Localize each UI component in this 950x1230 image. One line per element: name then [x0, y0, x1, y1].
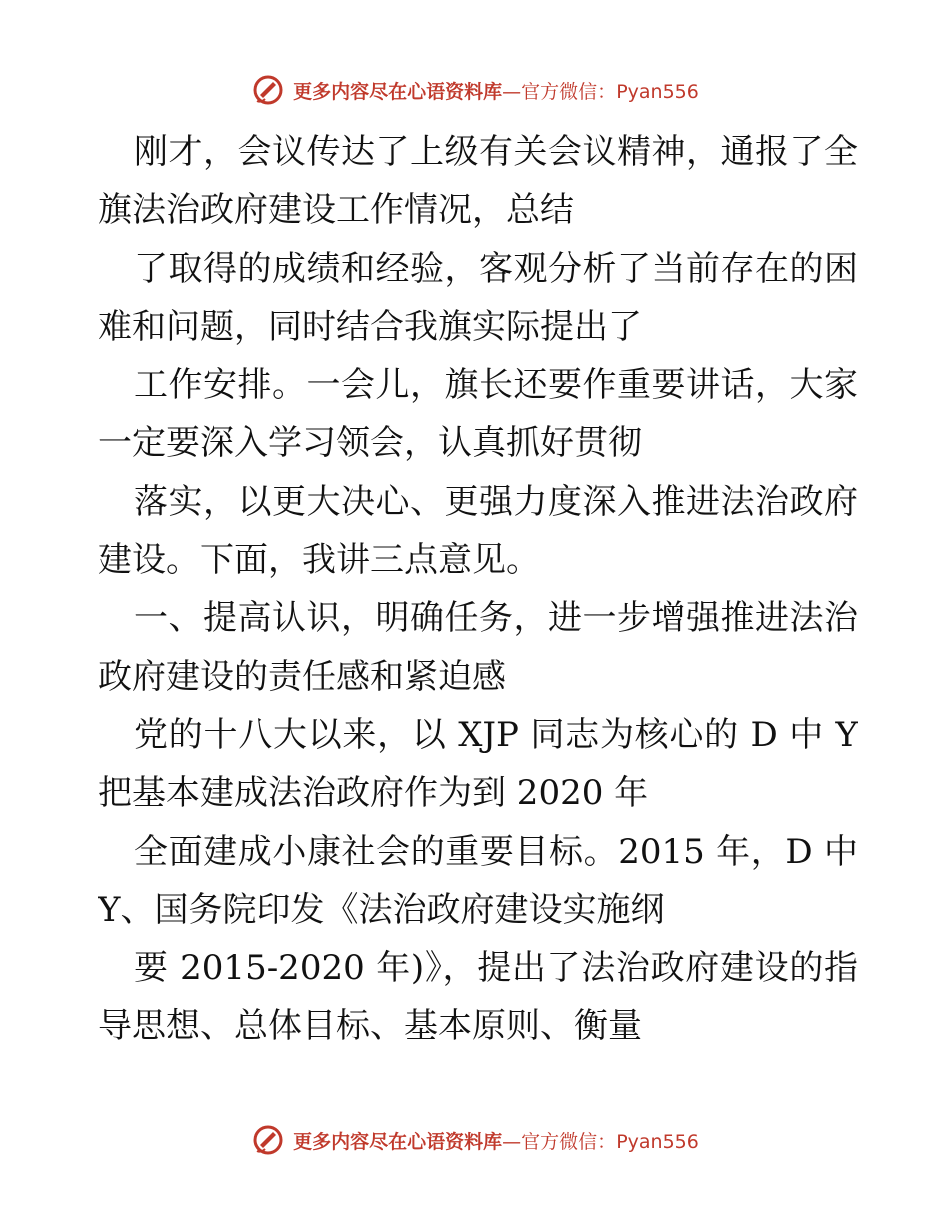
text-line: Y、国务院印发《法治政府建设实施纲	[98, 889, 665, 930]
text-line: 刚才，会议传达了上级有关会议精神，通报了全	[134, 132, 858, 172]
text-line: 全面建成小康社会的重要目标。2015 年，D 中	[134, 831, 858, 872]
text-line: 落实，以更大决心、更强力度深入推进法治政府	[134, 481, 858, 522]
text-line: 难和问题，同时结合我旗实际提出了	[98, 306, 642, 347]
text-line: 旗法治政府建设工作情况，总结	[98, 190, 574, 231]
watermark-account: Pyan556	[616, 1130, 699, 1153]
text-line: 了取得的成绩和经验，客观分析了当前存在的困	[134, 248, 858, 289]
watermark-text	[293, 77, 699, 104]
text-line: 一定要深入学习领会，认真抓好贯彻	[98, 423, 642, 464]
watermark-dash: —	[502, 1130, 522, 1153]
header-watermark-banner	[0, 70, 950, 110]
watermark-wechat-label: 官方微信：	[521, 1130, 617, 1153]
footer-watermark-banner	[0, 1120, 950, 1160]
pen-swirl-logo-icon	[251, 73, 285, 107]
watermark-dash: —	[502, 80, 522, 103]
watermark-site-name: 更多内容尽在心语资料库	[293, 1130, 503, 1153]
text-line: 建设。下面，我讲三点意见。	[98, 540, 540, 581]
watermark-wechat-label: 官方微信：	[521, 80, 617, 103]
document-body	[98, 123, 858, 1056]
text-line: 把基本建成法治政府作为到 2020 年	[98, 773, 649, 814]
watermark-account: Pyan556	[616, 80, 699, 103]
text-line: 党的十八大以来，以 XJP 同志为核心的 D 中 Y	[134, 714, 858, 755]
text-line: 工作安排。一会儿，旗长还要作重要讲话，大家	[134, 365, 858, 406]
watermark-site-name: 更多内容尽在心语资料库	[293, 80, 503, 103]
pen-swirl-logo-icon	[251, 1123, 285, 1157]
section-heading-line: 一、提高认识，明确任务，进一步增强推进法治	[134, 598, 858, 639]
text-line: 导思想、总体目标、基本原则、衡量	[98, 1006, 642, 1047]
section-heading-line: 政府建设的责任感和紧迫感	[98, 656, 506, 697]
watermark-text	[293, 1127, 699, 1154]
text-line: 要 2015-2020 年)》，提出了法治政府建设的指	[134, 948, 858, 989]
